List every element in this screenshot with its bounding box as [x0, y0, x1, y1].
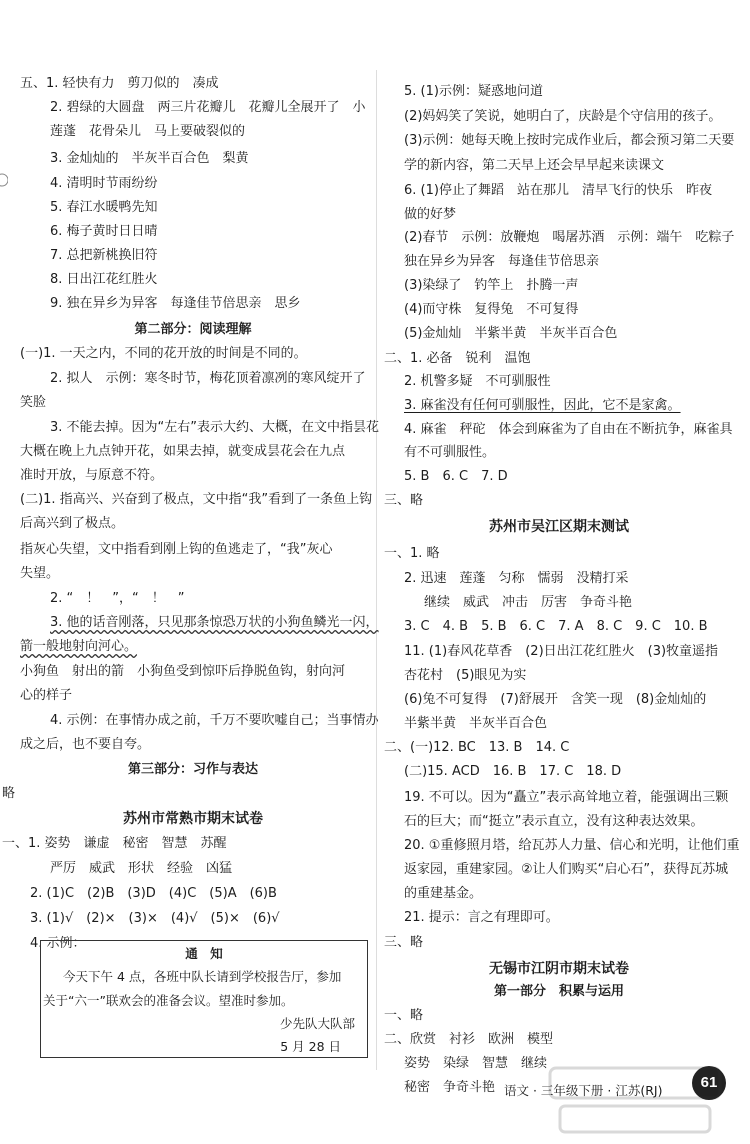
answer-line: 杏花村 (5)眼见为实 [404, 668, 527, 683]
answer-line: (2)妈妈笑了笑说，她明白了，庆龄是个守信用的孩子。 [404, 109, 722, 124]
answer-line: 五、1. 轻快有力 剪刀似的 凑成 [20, 76, 219, 91]
answer-line: 笑脸 [20, 395, 47, 410]
answer-line: 3. (1)√ (2)× (3)× (4)√ (5)× (6)√ [30, 911, 280, 926]
answer-line: 后高兴到了极点。 [20, 516, 125, 531]
answer-line: 独在异乡为异客 每逢佳节倍思亲 [404, 254, 600, 269]
answer-line: 指灰心失望，文中指看到刚上钩的鱼逃走了，“我”灰心 [20, 542, 333, 557]
answer-line: (4)而守株 复得兔 不可复得 [404, 302, 579, 317]
answer-line: 2. 机警多疑 不可驯服性 [404, 374, 551, 389]
answer-line: 11. (1)春风花草香 (2)日出江花红胜火 (3)牧童遥指 [404, 644, 719, 659]
notice-signer: 少先队大队部 [279, 1016, 355, 1031]
answer-line: 2. 迅速 莲蓬 匀称 懦弱 没精打采 [404, 571, 629, 586]
answer-line: (5)金灿灿 半紫半黄 半灰半百合色 [404, 326, 618, 341]
answer-line: (2)春节 示例：放鞭炮 喝屠苏酒 示例：端午 吃粽子 [404, 230, 735, 245]
answer-line: (一)1. 一天之内，不同的花开放的时间是不同的。 [20, 346, 307, 361]
answer-line: 二、(一)12. BC 13. B 14. C [384, 740, 570, 755]
answer-line: (二)15. ACD 16. B 17. C 18. D [404, 764, 622, 779]
answer-line: 的重建基金。 [404, 886, 483, 901]
answer-line: 姿势 染绿 智慧 继续 [404, 1056, 548, 1071]
answer-line: 秘密 争奇斗艳 [404, 1080, 496, 1095]
answer-line: 2. 拟人 示例：寒冬时节，梅花顶着凛冽的寒风绽开了 [50, 371, 366, 386]
answer-line: 6. (1)停止了舞蹈 站在那儿 清早飞行的快乐 昨夜 [404, 183, 712, 198]
notice-heading: 通 知 [185, 946, 223, 961]
answer-line: 石的巨大；而“挺立”表示直立，没有这种表达效果。 [404, 814, 704, 829]
notice-box [40, 940, 368, 1058]
answer-line: 准时开放，与原意不符。 [20, 468, 164, 483]
notice-date: 5 月 28 日 [280, 1039, 341, 1054]
answer-line: 3. 不能去掉。因为“左右”表示大约、大概，在文中指昙花 [50, 420, 380, 435]
answer-line: (3)染绿了 钓竿上 扑腾一声 [404, 278, 579, 293]
answer-line: 做的好梦 [404, 207, 457, 222]
answer-line: 略 [2, 786, 16, 801]
answer-line: 19. 不可以。因为“矗立”表示高耸地立着，能强调出三颗 [404, 790, 729, 805]
notice-line: 今天下午 4 点，各班中队长请到学校报告厅，参加 [63, 969, 342, 984]
answer-line: 3. C 4. B 5. B 6. C 7. A 8. C 9. C 10. B [404, 619, 708, 634]
answer-line: (二)1. 指高兴、兴奋到了极点，文中指“我”看到了一条鱼上钩 [20, 492, 373, 507]
answer-line: (3)示例：她每天晚上按时完成作业后，都会预习第二天要 [404, 133, 735, 148]
answer-line: 5. (1)示例：疑惑地问道 [404, 84, 543, 99]
answer-line: 三、略 [384, 935, 424, 950]
wavy-underlined-line: 箭一般地射向河心。 [20, 639, 138, 654]
watermark-logo [530, 1060, 740, 1140]
answer-line: 一、1. 姿势 谦虚 秘密 智慧 苏醒 [2, 836, 227, 851]
answer-line: 莲蓬 花骨朵儿 马上要破裂似的 [50, 124, 246, 139]
answer-line: 4. 清明时节雨纷纷 [50, 176, 158, 191]
answer-line: 20. ①重修照月塔，给瓦苏人力量、信心和光明，让他们重 [404, 838, 740, 853]
answer-line: (6)兔不可复得 (7)舒展开 含笑一现 (8)金灿灿的 [404, 692, 707, 707]
section-heading: 第三部分：习作与表达 [127, 762, 258, 777]
answer-line: 21. 提示：言之有理即可。 [404, 910, 559, 925]
section-heading: 第一部分 积累与运用 [493, 984, 624, 999]
section-heading: 第二部分：阅读理解 [134, 322, 252, 337]
answer-line: 9. 独在异乡为异客 每逢佳节倍思亲 思乡 [50, 296, 301, 311]
answer-line: 半紫半黄 半灰半百合色 [404, 716, 548, 731]
answer-line: 严厉 威武 形状 经验 凶猛 [50, 861, 233, 876]
notice-line: 关于“六一”联欢会的准备会议。望准时参加。 [43, 993, 294, 1008]
answer-line: 失望。 [20, 566, 60, 581]
answer-line: 三、略 [384, 493, 424, 508]
column-divider [376, 70, 377, 1070]
answer-line: 5. 春江水暖鸭先知 [50, 200, 158, 215]
answer-line: 4. 示例： [30, 936, 86, 951]
binding-gutter [0, 60, 8, 200]
page-number: 61 [692, 1066, 726, 1100]
answer-line: 一、1. 略 [384, 546, 440, 561]
answer-line: 一、略 [384, 1008, 424, 1023]
answer-line: 二、欣赏 衬衫 欧洲 模型 [384, 1032, 554, 1047]
exam-title: 苏州市吴江区期末测试 [489, 519, 629, 535]
answer-line: 2. (1)C (2)B (3)D (4)C (5)A (6)B [30, 886, 277, 901]
answer-line: 8. 日出江花红胜火 [50, 272, 158, 287]
underlined-line: 3. 麻雀没有任何可驯服性，因此，它不是家禽。 [404, 398, 681, 413]
answer-line: 5. B 6. C 7. D [404, 469, 508, 484]
answer-line: 二、1. 必备 锐利 温饱 [384, 351, 531, 366]
answer-line: 小狗鱼 射出的箭 小狗鱼受到惊吓后挣脱鱼钩，射向河 [20, 664, 346, 679]
exam-title: 苏州市常熟市期末试卷 [123, 811, 263, 827]
answer-line: 成之后，也不要自夸。 [20, 737, 151, 752]
wavy-underlined-line: 3. 他的话音刚落，只见那条惊恐万状的小狗鱼鳞光一闪， [50, 615, 379, 630]
answer-line: 3. 金灿灿的 半灰半百合色 梨黄 [50, 151, 249, 166]
answer-line: 2. “ ！ ”，“ ！ ” [50, 591, 185, 606]
answer-line: 7. 总把新桃换旧符 [50, 248, 158, 263]
answer-line: 2. 碧绿的大圆盘 两三片花瓣儿 花瓣儿全展开了 小 [50, 100, 366, 115]
exam-title: 无锡市江阴市期末试卷 [489, 961, 629, 977]
answer-line: 6. 梅子黄时日日晴 [50, 224, 158, 239]
answer-line: 4. 麻雀 秤砣 体会到麻雀为了自由在不断抗争，麻雀具 [404, 422, 733, 437]
answer-line: 学的新内容，第二天早上还会早早起来读课文 [404, 158, 665, 173]
answer-line: 继续 威武 冲击 厉害 争奇斗艳 [424, 595, 633, 610]
answer-line: 有不可驯服性。 [404, 445, 496, 460]
answer-line: 返家园，重建家园。②让人们购买“启心石”，获得瓦苏城 [404, 862, 729, 877]
answer-line: 4. 示例：在事情办成之前，千万不要吹嘘自己；当事情办 [50, 713, 379, 728]
answer-line: 大概在晚上九点钟开花，如果去掉，就变成昙花会在九点 [20, 444, 346, 459]
footer-text: 语文 · 三年级下册 · 江苏(RJ) [504, 1083, 663, 1098]
answer-line: 心的样子 [20, 688, 73, 703]
